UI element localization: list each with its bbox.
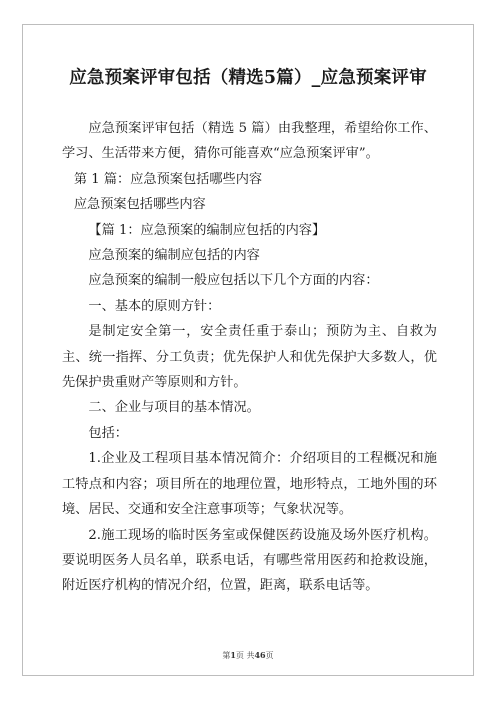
footer-page-suffix: 页 <box>265 651 274 660</box>
paragraph: 是制定安全第一，安全责任重于泰山；预防为主、自救为主、统一指挥、分工负责；优先保护人和优先保护大多数人，优先保护贵重财产等原则和方针。 <box>62 324 437 391</box>
paragraph: 2.施工现场的临时医务室或保健医药设施及场外医疗机构。要说明医务人员名单，联系电话，有哪些常用医药和抢救设施，附近医疗机构的情况介绍，位置，距离，联系电话等。 <box>62 527 437 594</box>
paragraph: 二、企业与项目的基本情况。 <box>88 400 260 416</box>
paragraph: 一、基本的原则方针： <box>88 298 221 314</box>
section-heading: 第 1 篇：应急预案包括哪些内容 <box>73 171 263 187</box>
page-footer <box>0 650 496 661</box>
paragraph: 1.企业及工程项目基本情况简介：介绍项目的工程概况和施工特点和内容；项目所在的地理位置，地形特点，工地外围的环境、居民、交通和安全注意事项等；气象状况等。 <box>62 451 437 518</box>
document-title: 应急预案评审包括（精选5篇）_应急预案评审 <box>69 68 427 88</box>
document-body <box>62 116 437 599</box>
paragraph: 应急预案的编制应包括的内容 <box>88 248 260 264</box>
footer-total-pages: 46 <box>254 650 266 660</box>
footer-page-number: 1 <box>230 650 236 660</box>
intro-paragraph: 应急预案评审包括（精选 5 篇）由我整理，希望给你工作、学习、生活带来方便，猜你可能喜欢“应急预案评审”。 <box>62 121 437 162</box>
paragraph: 应急预案的编制一般应包括以下几个方面的内容： <box>88 273 379 289</box>
article-heading: 【篇 1：应急预案的编制应包括的内容】 <box>88 222 326 238</box>
paragraph: 包括： <box>88 425 128 441</box>
paragraph: 应急预案包括哪些内容 <box>73 197 206 213</box>
footer-page-mid: 页 共 <box>235 651 255 660</box>
footer-page-prefix: 第 <box>222 651 231 660</box>
